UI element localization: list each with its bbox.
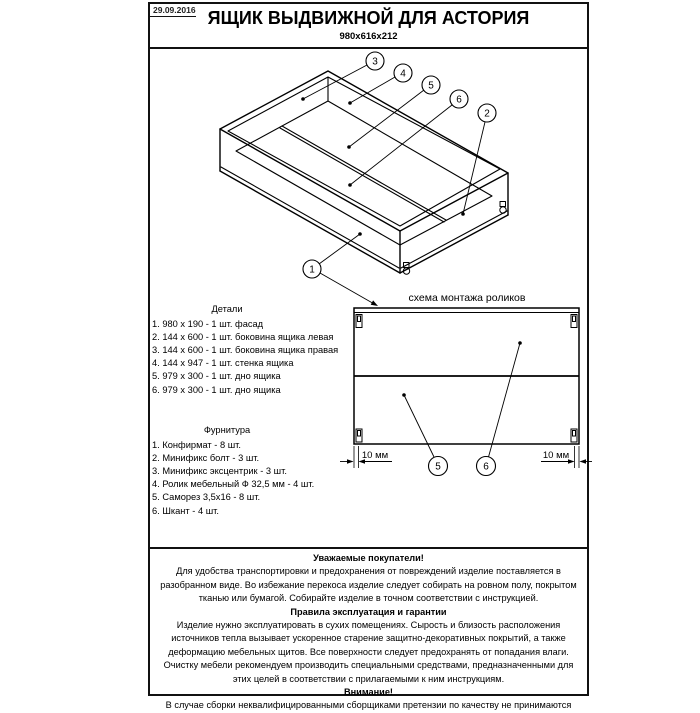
notice-warning-body: В случае сборки неквалифицированными сборщиками претензии по качеству не принимаются (165, 700, 572, 711)
dimension-right-label: 10 мм (542, 450, 570, 461)
parts-list (152, 303, 338, 397)
scheme-callout-5-label: 5 (435, 461, 441, 473)
callout-1-label: 1 (309, 264, 315, 276)
roller-mounting-scheme (340, 292, 592, 476)
hardware-item-6: 6. Шкант - 4 шт. (152, 505, 219, 516)
roller-bracket-icons (356, 315, 577, 443)
hardware-list-title: Фурнитура (203, 425, 251, 435)
notice-greeting-body: Для удобства транспортировки и предохранения от повреждений изделие поставляется в разобранном виде. Во избежание перекоса изделие следует собирать на ровном полу, покрытом тканью или бумагой. Собирайте изделие в точном соответствии с инструкцией. (160, 566, 577, 604)
roller-front-icon (403, 263, 409, 275)
dimension-left-label: 10 мм (361, 450, 389, 461)
callout-6-label: 6 (456, 94, 462, 106)
callout-3-label: 3 (372, 56, 378, 68)
scheme-title: схема монтажа роликов (408, 292, 526, 304)
parts-item-4: 4. 144 x 947 - 1 шт. стенка ящика (152, 358, 294, 369)
hardware-list (152, 424, 314, 518)
callout-2 (478, 104, 496, 122)
parts-item-2: 2. 144 x 600 - 1 шт. боковина ящика левая (152, 332, 334, 343)
callout-4-label: 4 (400, 68, 406, 80)
callout-6 (450, 90, 468, 108)
callout-2-label: 2 (484, 108, 490, 120)
callout-5 (422, 76, 440, 94)
hardware-item-5: 5. Саморез 3,5х16 - 8 шт. (152, 492, 261, 503)
scheme-callout-5 (429, 457, 448, 476)
parts-list-title: Детали (211, 304, 243, 314)
product-dimensions: 980х616х212 (339, 31, 398, 42)
parts-item-6: 6. 979 x 300 - 1 шт. дно ящика (152, 384, 281, 395)
page-title: ЯЩИК ВЫДВИЖНОЙ ДЛЯ АСТОРИЯ (207, 8, 530, 28)
notice-rules-title: Правила эксплуатация и гарантии (290, 606, 447, 617)
notice-rules-body: Изделие нужно эксплуатировать в сухих помещениях. Сырость и близость расположения источников тепла вызывает ускоренное старение защитно-декоративных покрытий, а также деформацию мебельных щитов. Все поверхности следует предохранять от попадания влаги. Очистку мебели рекомендуем производить специальными средствами, предназначенными для этих целей в соответствии с прилагаемыми к ним инструкциям. (163, 620, 574, 684)
callout-5-label: 5 (428, 80, 434, 92)
hardware-item-2: 2. Минификс болт - 3 шт. (152, 453, 260, 464)
parts-item-1: 1. 980 x 190 - 1 шт. фасад (152, 319, 264, 330)
customer-notice-block (148, 547, 589, 711)
scheme-callout-6 (477, 457, 496, 476)
callout-4 (394, 64, 412, 82)
callout-3 (366, 52, 384, 70)
scheme-callout-6-label: 6 (483, 461, 489, 473)
callout-1 (303, 260, 321, 278)
notice-greeting-title: Уважаемые покупатели! (313, 553, 424, 563)
scheme-callout-leaders (402, 341, 522, 457)
hardware-item-3: 3. Минификс эксцентрик - 3 шт. (152, 466, 287, 477)
hardware-item-4: 4. Ролик мебельный Ф 32,5 мм - 4 шт. (152, 479, 315, 490)
parts-item-3: 3. 144 x 600 - 1 шт. боковина ящика правая (152, 345, 339, 356)
notice-warning-title: Внимание! (344, 687, 393, 698)
hardware-item-1: 1. Конфирмат - 8 шт. (152, 440, 241, 451)
document-date: 29.09.2016 (153, 5, 196, 15)
parts-item-5: 5. 979 x 300 - 1 шт. дно ящика (152, 371, 281, 382)
